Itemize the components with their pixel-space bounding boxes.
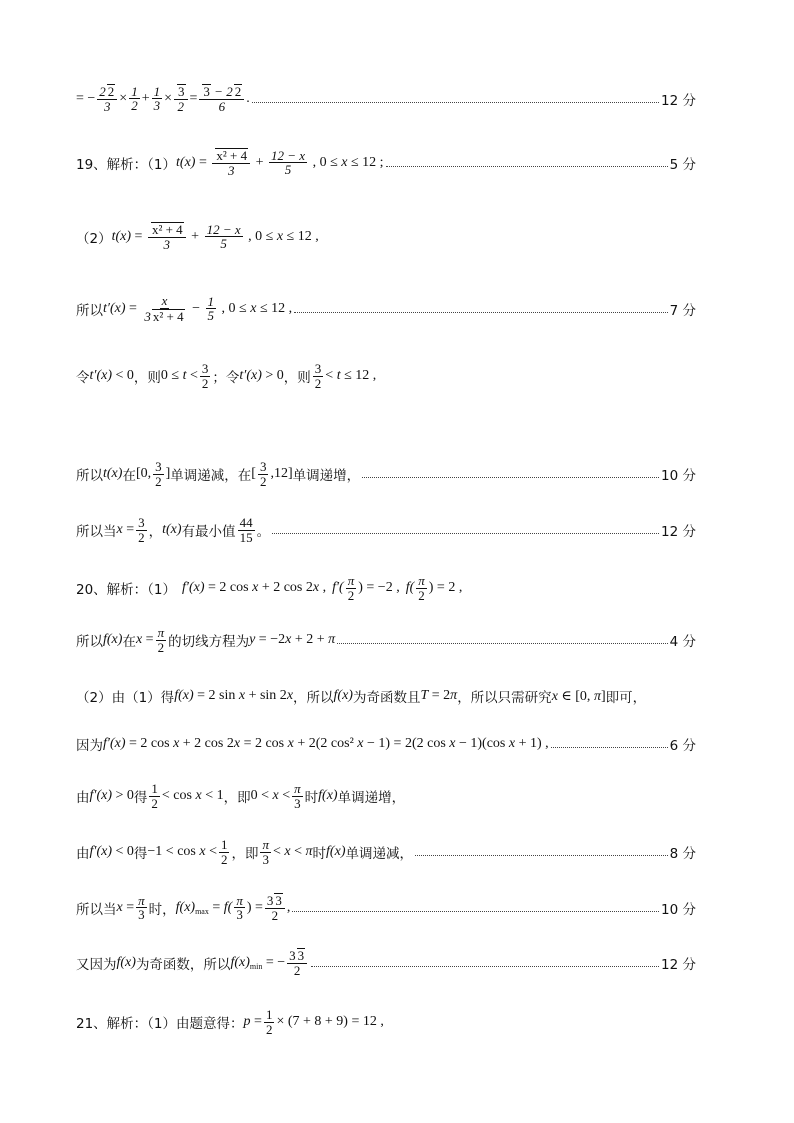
line-q20-part1: 20、解析：（1） f′(x) = 2 cos x + 2 cos 2x , f′( $\frac{\pi}{2}$ ) = −2 , f( $\frac{\pi}{2}$ ) = 2 , [76,573,463,603]
question-label: 19、解析：（1） [76,156,177,173]
line-increasing: 由 f′(x) > 0 得 $\frac{1}{2}$ < cos x < 1 ，即 0 < x < $\frac{\pi}{3}$ 时 f(x) 单调递增， [76,781,406,811]
leader-dots [337,642,667,644]
leader-dots [292,910,659,912]
leader-dots [551,746,668,748]
line-minimum: 所以当 x = $\frac{3}{2}$ ， t(x) 有最小值 $\frac{44}{15}$ 。 12 分 [76,515,696,545]
question-label: 21、解析：（1）由题意得： [76,1016,244,1033]
line-q19-part2 [76,222,696,251]
line-monotonicity: 所以 t(x) 在 [0, $\frac{3}{2}$ ] 单调递减，在 [ $\frac{3}{2}$ ,12] 单调递增， 10 分 [76,459,696,489]
line-decreasing: 由 f′(x) < 0 得 −1 < cos x < $\frac{1}{2}$ ，即 $\frac{\pi}{3}$ < x < π 时 f(x) 单调递减， 8 分 [76,837,696,867]
leader-dots [294,311,667,313]
leader-dots [311,965,659,967]
line-q21-part1: 21、解析：（1）由题意得： p = $\frac{1}{2}$ × (7 + 8 + 9) = 12 , [76,1007,384,1037]
line-q20-part2: （2）由（1）得 f(x) = 2 sin x + sin 2x ，所以 f(x) 为奇函数且 T = 2π ，所以只需研究 x ∈ [0, π] 即可， [76,688,647,706]
score-label: 8 分 [669,846,696,863]
line-min: 又因为 f(x) 为奇函数，所以 $f(x)_{min}$ = − $\frac{3 3}{2}$ 12 分 [76,948,696,978]
line-factorization: 因为 f′(x) = 2 cos x + 2 cos 2x = 2 cos x + 2(2 cos² x − 1) = 2(2 cos x − 1)(cos x + 1) , 6 分 [76,736,696,754]
line-final-value [76,84,696,113]
line-derivative: 所以 t′(x) = $\frac{x}{\text{3 x² + 4}}$ − $\frac{1}{5}$ , 0 ≤ x ≤ 12 , 7 分 [76,293,696,324]
math-expression: t(x) = $\frac{\text{x² + 4}}{3}$ + $\frac{12 - x}{5}$ , 0 ≤ x ≤ 12 ; [176,147,384,178]
score-label: 6 分 [669,738,696,754]
math-expression: = − $\frac{2 2}{3}$ × $\frac{1}{2}$ + $\frac{1}{3}$ × $\frac{3}{2}$ = $\frac{3 - 2 2}{6}$ . [76,83,250,114]
score-label: 5 分 [669,156,696,173]
line-q19-part1 [76,148,696,177]
question-label: 20、解析：（1） [76,582,177,599]
leader-dots [272,532,659,534]
line-sign-analysis: 令 t′(x) < 0 ，则 0 ≤ t < $\frac{3}{2}$ ；令 t′(x) > 0 ，则 $\frac{3}{2}$ < t ≤ 12 , [76,361,377,391]
line-tangent: 所以 f(x) 在 x = $\frac{\pi}{2}$ 的切线方程为 y = −2x + 2 + π 4 分 [76,625,696,655]
leader-dots [252,101,659,103]
score-label: 4 分 [669,634,696,651]
score-label: 10 分 [661,901,696,918]
leader-dots [362,476,659,478]
line-max: 所以当 x = $\frac{\pi}{3}$ 时， $f(x)_{max} = f$( $\frac{\pi}{3}$ ) = $\frac{3 3}{2}$ , 10 分 [76,892,696,923]
leader-dots [386,165,668,167]
score-label: 12 分 [661,956,696,973]
part-label: （2） [76,230,112,247]
score-label: 12 分 [661,92,696,109]
math-expression: t′(x) = $\frac{x}{\text{3 x² + 4}}$ − $\frac{1}{5}$ , 0 ≤ x ≤ 12 , [103,293,293,324]
score-label: 7 分 [669,302,696,319]
score-label: 10 分 [661,468,696,485]
leader-dots [415,854,668,856]
math-expression: t(x) = $\frac{\text{x² + 4}}{3}$ + $\frac{12 - x}{5}$ , 0 ≤ x ≤ 12 , [111,221,319,252]
score-label: 12 分 [661,524,696,541]
